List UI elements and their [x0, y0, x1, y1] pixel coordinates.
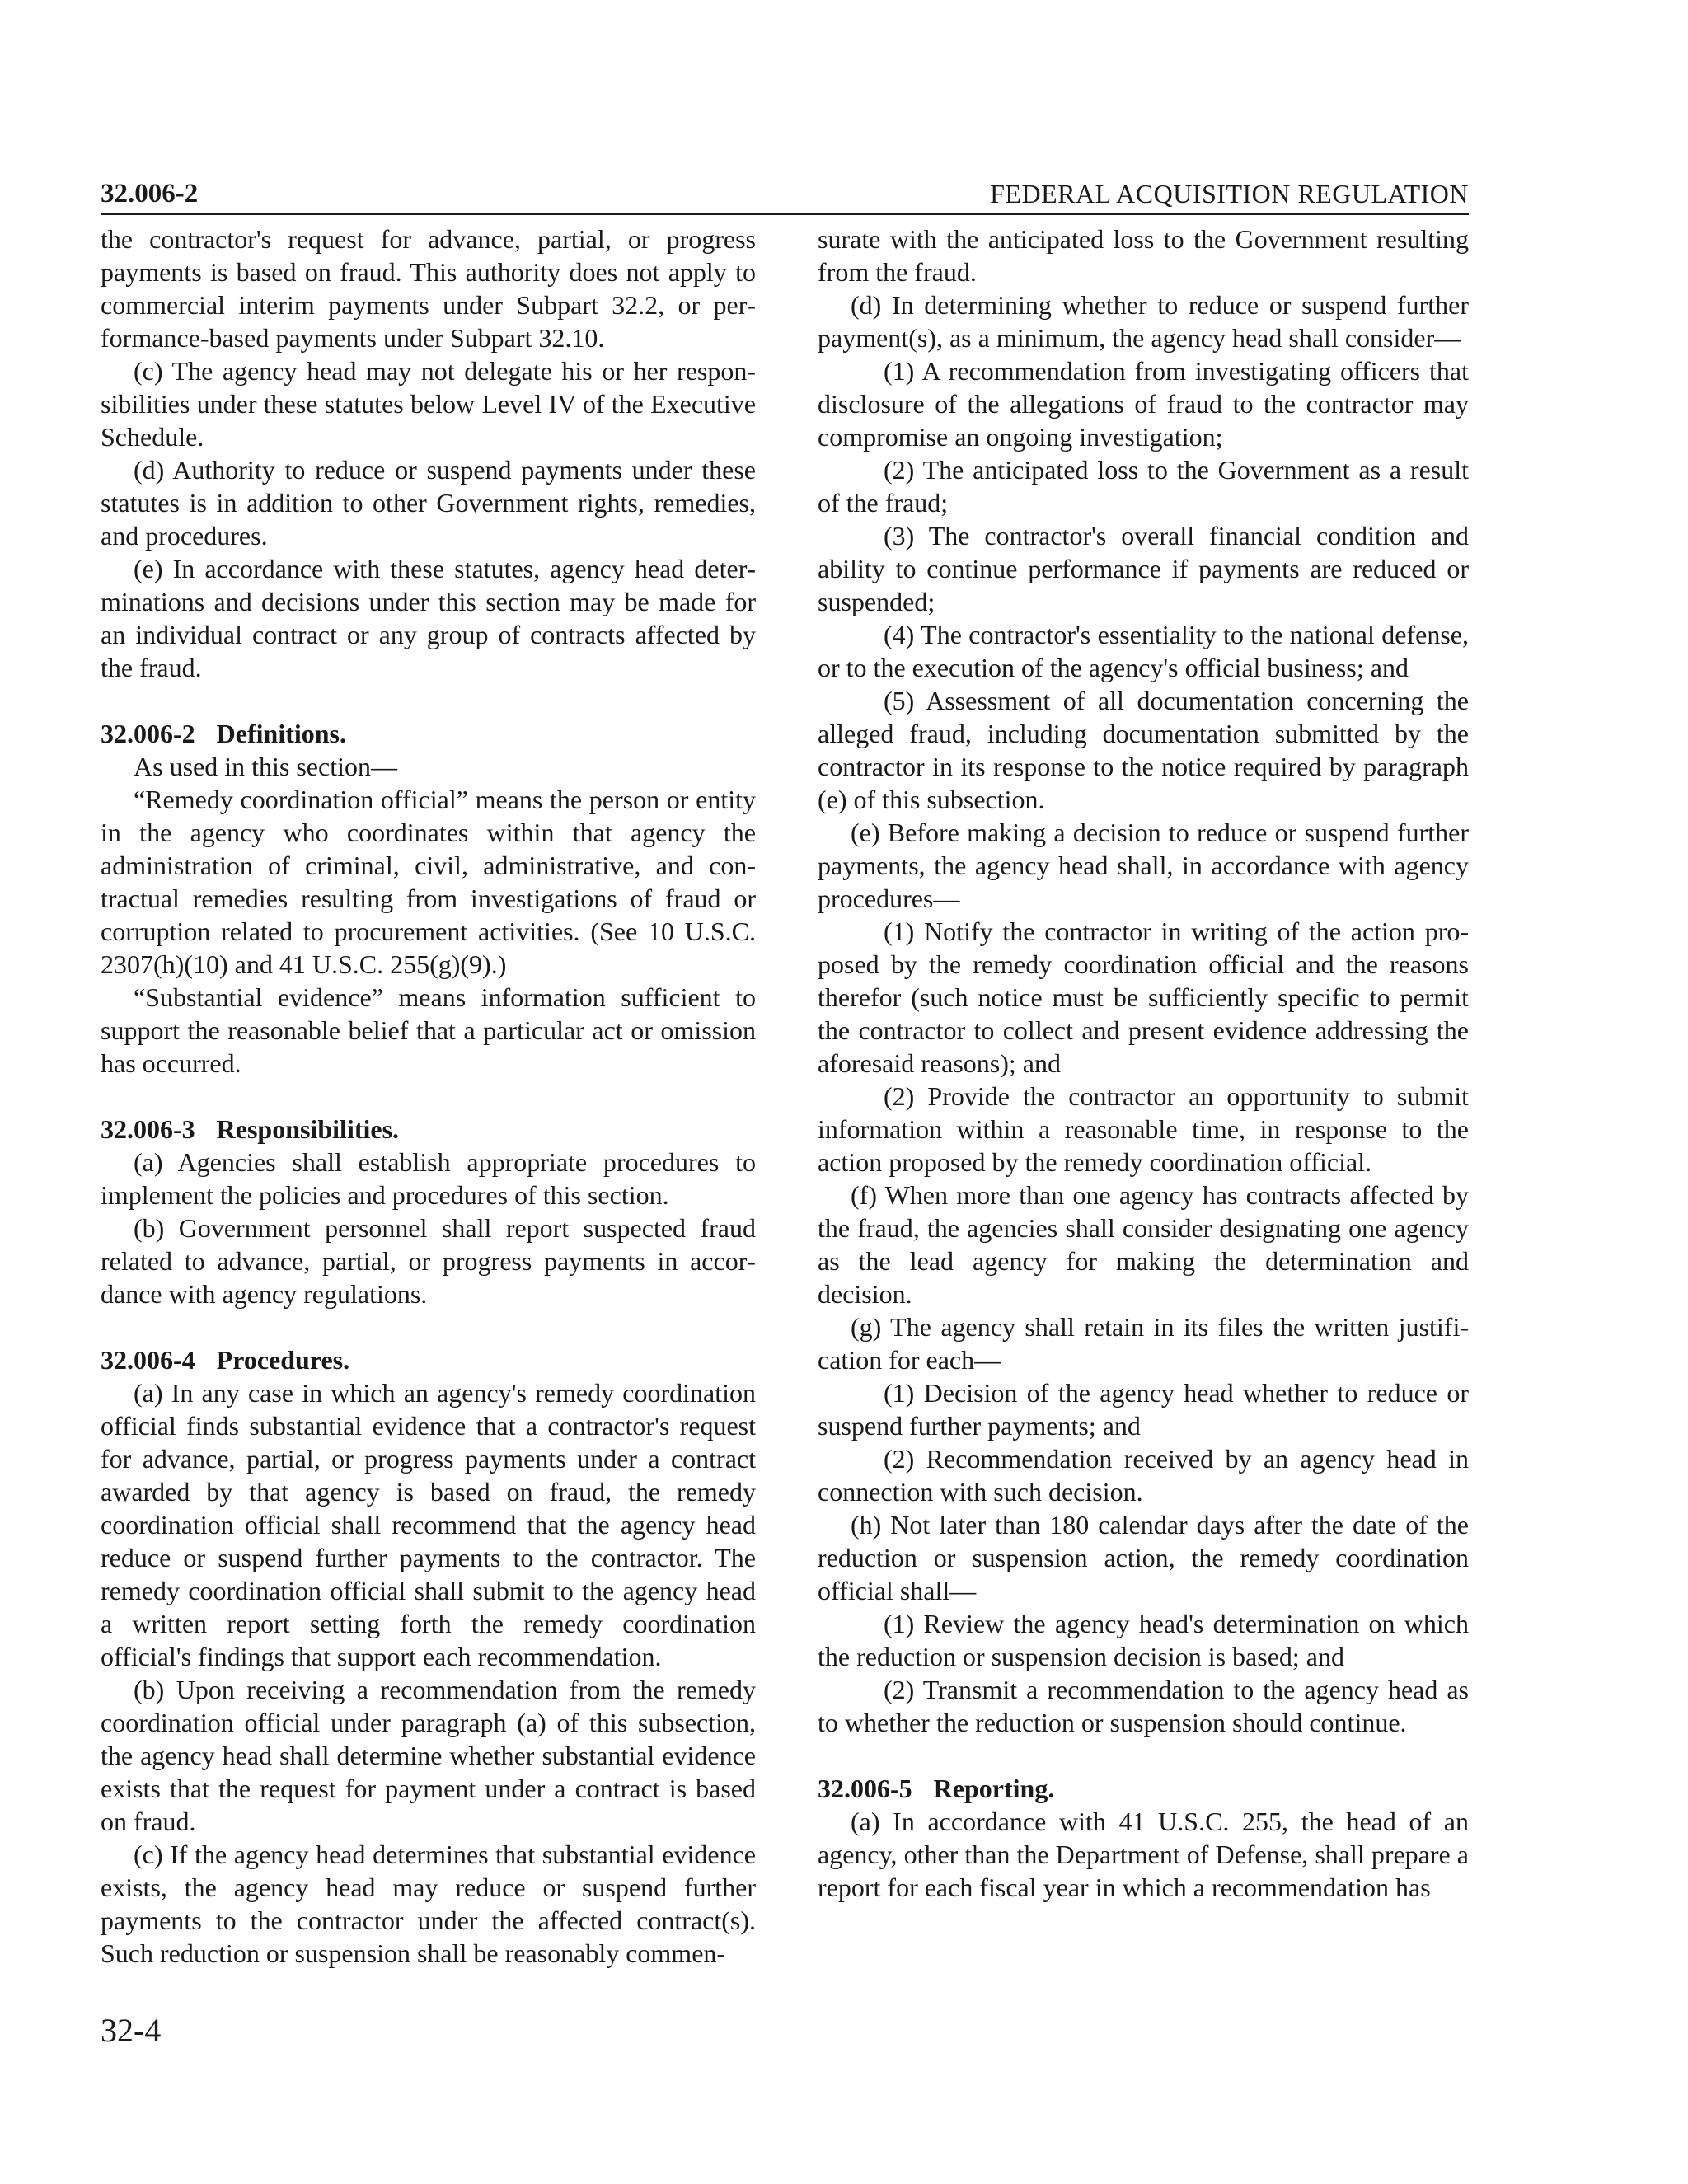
paragraph: (g) The agency shall retain in its files the written justification for each—: [818, 1312, 1469, 1375]
paragraph: As used in this section—: [134, 752, 397, 781]
section-heading-title: Reporting.: [933, 1774, 1055, 1803]
subparagraph: (2) Transmit a recommendation to the agency head as to whether the reduction or suspension should continue.: [818, 1675, 1469, 1737]
paragraph: (a) Agencies shall establish appropriate procedures to implement the policies and procedures of this section.: [101, 1147, 756, 1210]
header-document-title: FEDERAL ACQUISITION REGULATION: [990, 179, 1469, 209]
subparagraph: (1) Decision of the agency head whether to reduce or suspend further payments; and: [818, 1378, 1469, 1441]
paragraph: surate with the anticipated loss to the Government resulting from the fraud.: [818, 224, 1469, 287]
paragraph: (d) Authority to reduce or suspend payments under these statutes is in addition to other Government rights, remedies, and procedures.: [101, 455, 756, 551]
paragraph: (b) Upon receiving a recommendation from the remedy coordination official under paragraph (a) of this subsection, the agency head shall determine whether substantial evidence exists that the request for payment under a contract is based on fraud.: [101, 1675, 756, 1836]
subparagraph: (2) Recommendation received by an agency head in connection with such decision.: [818, 1444, 1469, 1507]
section-heading: [101, 1343, 756, 1376]
section-heading-title: Procedures.: [216, 1345, 350, 1375]
section-heading-number: 32.006-5: [818, 1774, 912, 1803]
paragraph: (b) Government personnel shall report suspected fraud related to advance, partial, or progress payments in accordance with agency regulations.: [101, 1213, 756, 1309]
paragraph: (f) When more than one agency has contracts affected by the fraud, the agencies shall consider designating one agency as the lead agency for making the determination and decision.: [818, 1180, 1469, 1309]
subparagraph: (1) Review the agency head's determination on which the reduction or suspension decision is based; and: [818, 1609, 1469, 1671]
subparagraph: (1) Notify the contractor in writing of the action proposed by the remedy coordination official and the reasons therefor (such notice must be sufficiently specific to permit the contractor to collect and present evidence addressing the aforesaid reasons); and: [818, 916, 1469, 1078]
section-heading: [101, 717, 756, 750]
paragraph: the contractor's request for advance, partial, or progress payments is based on fraud. This authority does not apply to commercial interim payments under Subpart 32.2, or performance-based payments under Subpart 32.10.: [101, 224, 756, 353]
paragraph: (d) In determining whether to reduce or suspend further payment(s), as a minimum, the agency head shall consider—: [818, 290, 1469, 353]
paragraph: “Remedy coordination official” means the person or entity in the agency who coordinates within that agency the administration of criminal, civil, administrative, and contractual remedies resulting from investigations of fraud or corruption related to procurement activities. (See 10 U.S.C. 2307(h)(10) and 41 U.S.C. 255(g)(9).): [101, 785, 756, 979]
paragraph: (c) If the agency head determines that substantial evidence exists, the agency head may reduce or suspend further payments to the contractor under the affected contract(s). Such reduction or suspension shall be reasonably commen-: [101, 1840, 756, 1968]
paragraph: (e) Before making a decision to reduce or suspend further payments, the agency head shall, in accordance with agency procedures—: [818, 818, 1469, 913]
page-header: [101, 173, 1469, 215]
subparagraph: (2) The anticipated loss to the Government as a result of the fraud;: [818, 455, 1469, 518]
paragraph: (a) In accordance with 41 U.S.C. 255, the head of an agency, other than the Department of Defense, shall prepare a report for each fiscal year in which a recommendation has: [818, 1807, 1469, 1902]
section-heading-title: Definitions.: [216, 719, 346, 748]
right-column: [818, 223, 1469, 1904]
section-heading: [818, 1772, 1469, 1805]
paragraph: “Substantial evidence” means information sufficient to support the reasonable belief that a particular act or omission has occurred.: [101, 982, 756, 1078]
subparagraph: (1) A recommendation from investigating officers that disclosure of the allegations of fraud to the contractor may compromise an ongoing investigation;: [818, 356, 1469, 452]
section-heading: [101, 1113, 756, 1146]
paragraph: (e) In accordance with these statutes, agency head determinations and decisions under this section may be made for an individual contract or any group of contracts affected by the fraud.: [101, 554, 756, 682]
paragraph: (h) Not later than 180 calendar days after the date of the reduction or suspension action, the remedy coordination official shall—: [818, 1510, 1469, 1605]
subparagraph: (4) The contractor's essentiality to the national defense, or to the execution of the agency's official business; and: [818, 620, 1469, 682]
section-heading-number: 32.006-2: [101, 719, 195, 748]
paragraph: (a) In any case in which an agency's remedy coordination official finds substantial evidence that a contractor's request for advance, partial, or progress payments under a contract awarded by that agency is based on fraud, the remedy coordination official shall recommend that the agency head reduce or suspend further payments to the contractor. The remedy coordination official shall submit to the agency head a written report setting forth the remedy coordination official's findings that support each recommendation.: [101, 1378, 756, 1671]
page-number: 32-4: [101, 2012, 162, 2049]
left-column: [101, 223, 756, 1970]
paragraph: (c) The agency head may not delegate his or her responsibilities under these statutes below Level IV of the Executive Schedule.: [101, 356, 756, 452]
section-heading-number: 32.006-4: [101, 1345, 195, 1375]
section-heading-number: 32.006-3: [101, 1114, 195, 1144]
subparagraph: (2) Provide the contractor an opportunity to submit information within a reasonable time, in response to the action proposed by the remedy coordination official.: [818, 1081, 1469, 1177]
subparagraph: (3) The contractor's overall financial condition and ability to continue performance if payments are reduced or suspended;: [818, 521, 1469, 616]
header-section-number: 32.006-2: [101, 179, 199, 209]
section-heading-title: Responsibilities.: [216, 1114, 400, 1144]
subparagraph: (5) Assessment of all documentation concerning the alleged fraud, including documentation submitted by the contractor in its response to the notice required by paragraph (e) of this subsection.: [818, 686, 1469, 814]
